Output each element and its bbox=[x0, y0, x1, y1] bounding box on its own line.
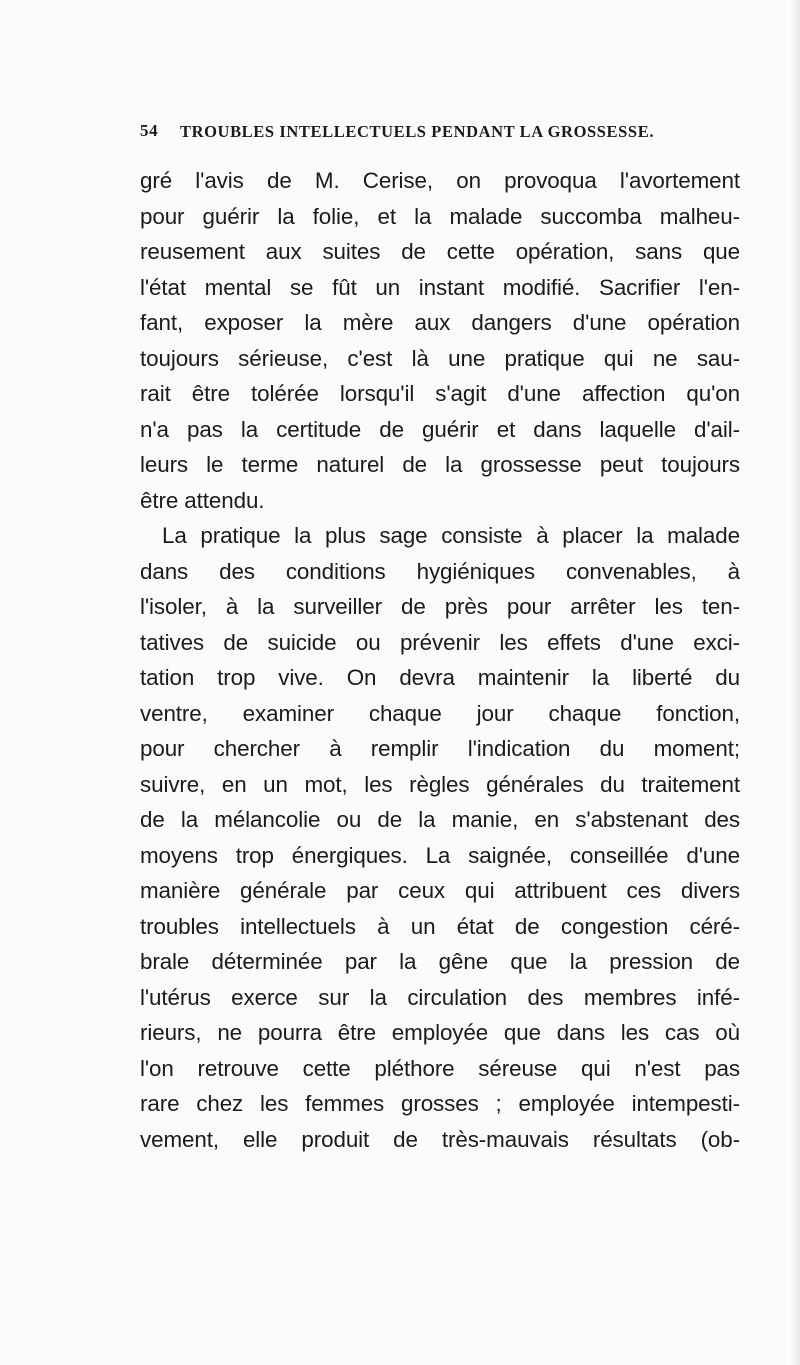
text-line: vement, elle produit de très-mauvais résultats (ob- bbox=[140, 1126, 740, 1152]
text-line: La pratique la plus sage consiste à placer la malade bbox=[162, 523, 740, 548]
running-title: TROUBLES INTELLECTUELS PENDANT LA GROSSESSE. bbox=[180, 122, 655, 141]
text-line: toujours sérieuse, c'est là une pratique qui ne sau- bbox=[140, 345, 740, 371]
text-line: moyens trop énergiques. La saignée, conseillée d'une bbox=[140, 842, 740, 868]
text-line: dans des conditions hygiéniques convenables, à bbox=[140, 558, 740, 584]
page-edge-shadow bbox=[790, 0, 800, 1365]
text-line: n'a pas la certitude de guérir et dans laquelle d'ail- bbox=[140, 416, 740, 442]
text-line: être attendu. bbox=[140, 487, 265, 513]
text-line: pour guérir la folie, et la malade succomba malheu- bbox=[140, 203, 740, 229]
text-line: brale déterminée par la gêne que la pression de bbox=[140, 949, 740, 974]
body-text bbox=[140, 163, 740, 1157]
text-line: reusement aux suites de cette opération, sans que bbox=[140, 239, 740, 264]
text-line: pour chercher à remplir l'indication du moment; bbox=[140, 736, 740, 761]
text-line: rare chez les femmes grosses ; employée intempesti- bbox=[140, 1091, 740, 1116]
text-line: tatives de suicide ou prévenir les effets d'une exci- bbox=[140, 629, 740, 655]
text-line: troubles intellectuels à un état de congestion céré- bbox=[140, 913, 740, 939]
text-line: manière générale par ceux qui attribuent ces divers bbox=[140, 878, 740, 903]
text-line: leurs le terme naturel de la grossesse peut toujours bbox=[140, 452, 740, 477]
text-line: suivre, en un mot, les règles générales du traitement bbox=[140, 771, 740, 797]
text-line: l'état mental se fût un instant modifié. Sacrifier l'en- bbox=[140, 274, 740, 300]
text-line: l'isoler, à la surveiller de près pour arrêter les ten- bbox=[140, 594, 740, 619]
text-line: de la mélancolie ou de la manie, en s'abstenant des bbox=[140, 807, 740, 832]
text-line: rait être tolérée lorsqu'il s'agit d'une affection qu'on bbox=[140, 381, 740, 406]
running-head bbox=[140, 121, 790, 145]
text-line: tation trop vive. On devra maintenir la liberté du bbox=[140, 665, 740, 690]
text-line: l'on retrouve cette pléthore séreuse qui n'est pas bbox=[140, 1055, 740, 1081]
text-line: l'utérus exerce sur la circulation des membres infé- bbox=[140, 984, 740, 1010]
text-line: gré l'avis de M. Cerise, on provoqua l'avortement bbox=[140, 168, 740, 193]
text-line: rieurs, ne pourra être employée que dans les cas où bbox=[140, 1020, 740, 1045]
page-number: 54 bbox=[140, 121, 159, 140]
text-line: fant, exposer la mère aux dangers d'une opération bbox=[140, 310, 740, 335]
text-line: ventre, examiner chaque jour chaque fonction, bbox=[140, 700, 740, 726]
